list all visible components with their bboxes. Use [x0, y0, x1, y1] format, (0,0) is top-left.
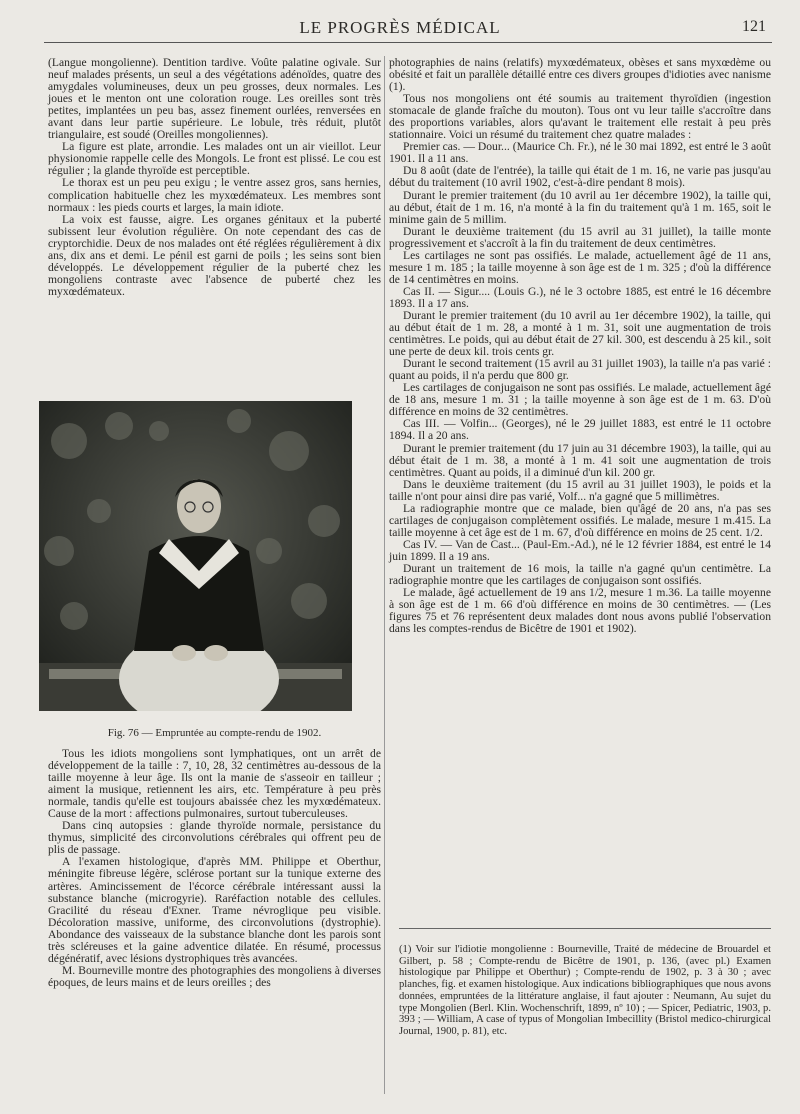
paragraph: Le thorax est un peu peu exigu ; le ventre assez gros, sans hernies, complication habituelle chez les myxœdémateux. Les membres sont normaux : les pieds courts et larges, la main idiote.	[48, 176, 381, 214]
column-divider	[384, 56, 385, 1094]
paragraph: Durant le deuxième traitement (du 15 avril au 31 juillet), la taille monte progressivement et s'accroît à la fin du traitement de deux centimètres.	[389, 224, 771, 250]
paragraph: Durant le second traitement (15 avril au 31 juillet 1903), la taille n'a pas varié : quant au poids, il n'a perdu que 800 gr.	[389, 357, 771, 383]
paragraph: Du 8 août (date de l'entrée), la taille qui était de 1 m. 16, ne varie pas jusqu'au début du traitement (10 avril 1902, c'est-à-dire pendant 8 mois).	[389, 164, 771, 190]
case-heading: Cas III. — Volfin... (Georges), né le 29 juillet 1883, est entré le 11 octobre 1894. Il a 20 ans.	[389, 417, 771, 443]
right-column	[389, 57, 771, 635]
page-number: 121	[742, 18, 766, 35]
case-heading: Cas IV. — Van de Cast... (Paul-Em.-Ad.), né le 12 février 1884, est entré le 14 juin 1899. Il a 19 ans.	[389, 537, 771, 563]
paragraph: Dans cinq autopsies : glande thyroïde normale, persistance du thymus, simplicité des circonvolutions cérébrales qui offrent peu de plis de passage.	[48, 819, 381, 857]
paragraph: La figure est plate, arrondie. Les malades ont un air vieillot. Leur physionomie rappelle celle des Mongols. Le front est plissé. Le cou est régulier ; la glande thyroïde est perceptible.	[48, 140, 381, 178]
paragraph: Tous les idiots mongoliens sont lymphatiques, ont un arrêt de développement de la taille : 7, 10, 28, 32 centimètres au-dessous de la taille moyenne à leur âge. Ils ont la manie de s'asseoir en tailleur ; aiment la musique, retiennent les airs, etc. Température à peu près normale, tandis qu'elle est toujours abaissée chez les myxœdémateux. Cause de la mort : affections pulmonaires, surtout tuberculeuses.	[48, 747, 381, 821]
paragraph: Durant le premier traitement (du 10 avril au 1er décembre 1902), la taille qui, au début, était de 1 m. 16, n'a monté à la fin du traitement qu'à 1 m. 165, soit le minime gain de 5 millim.	[389, 188, 771, 226]
left-column-bottom	[48, 748, 381, 989]
paragraph: Dans le deuxième traitement (du 15 avril au 31 juillet 1903), le poids et la taille n'ont pour ainsi dire pas varié, Volf... n'a gagné que 5 millimètres.	[389, 477, 771, 503]
figure-caption: Fig. 76 — Empruntée au compte-rendu de 1902.	[107, 727, 322, 739]
paragraph: La radiographie montre que ce malade, bien qu'âgé de 20 ans, n'a pas ses cartilages de conjugaison complètement ossifiés. Le malade, mesure 1 m.415. La taille moyenne à cet âge est de 1 m. 67, d'où différence en moins de 25 cent. 1/2.	[389, 501, 771, 539]
case-heading: Cas II. — Sigur.... (Louis G.), né le 3 octobre 1885, est entré le 16 décembre 1893. Il a 17 ans.	[389, 284, 771, 310]
paragraph: Les cartilages ne sont pas ossifiés. Le malade, actuellement âgé de 11 ans, mesure 1 m. 185 ; la taille moyenne à son âge est de 1 m. 325 ; d'où la différence de 14 centimètres en moins.	[389, 248, 771, 286]
paragraph: Durant un traitement de 16 mois, la taille n'a gagné qu'un centimètre. La radiographie montre que les cartilages de conjugaison sont ossifiés.	[389, 561, 771, 588]
running-header	[0, 18, 800, 44]
footnote-rule	[399, 928, 771, 929]
paragraph: Durant le premier traitement (du 10 avril au 1er décembre 1902), la taille, qui au début était de 1 m. 28, a monté à 1 m. 31, soit une augmentation de trois centimètres. Le poids, qui au début était de 27 kil. 300, est descendu à 25 kil., soit une perte de deux kil. trois cents gr.	[389, 308, 771, 359]
left-column-top	[48, 57, 381, 298]
paragraph: M. Bourneville montre des photographies des mongoliens à diverses époques, de leurs mains et de leurs oreilles ; des	[48, 963, 381, 989]
paragraph: photographies de nains (relatifs) myxœdémateux, obèses et sans myxœdème ou obésité et fait un parallèle détaillé entre ces divers groupes d'idioties avec nanisme (1).	[389, 56, 771, 94]
paragraph: Tous nos mongoliens ont été soumis au traitement thyroïdien (ingestion stomacale de glande fraîche du mouton). Tous ont vu leur taille s'accroître dans des proportions variables, alors qu'avant le traitement elle restait à peu près stationnaire. Voici un résumé du traitement chez quatre malades :	[389, 92, 771, 142]
paragraph: (Langue mongolienne). Dentition tardive. Voûte palatine ogivale. Sur neuf malades présents, un seul a des végétations adénoïdes, quatre des amygdales volumineuses, deux un peu grosses, deux normales. Les joues et le menton ont une coloration rouge. Les oreilles sont très petites, implantées un peu bas, assez finement ourlées, renversées en avant dans leur partie supérieure. Le lobule, très réduit, plutôt triangulaire, est soudé (Oreilles mongoliennes).	[48, 56, 381, 142]
footnote: (1) Voir sur l'idiotie mongolienne : Bourneville, Traité de médecine de Brouardel et Gilbert, p. 58 ; Compte-rendu de Bicêtre de 1901, p. 136, (avec pl.) Examen histologique par Philippe et Oberthur) ; Compte-rendu de 1902, p. 3 à 30 ; avec planches, fig. et examen histologique. Aux indications bibliographiques que nous avons données, empruntées de la littérature anglaise, il faut ajouter : Neumann, Au sujet du type Mongolien (Berl. Klin. Wochenschrift, 1899, nº 10) ; — Spicer, Pediatric, 1903, p. 393 ; — William, A case of typus of Mongolian Imbecillity (Bristol medico-chirurgical Journal, 1900, p. 81), etc.	[399, 944, 771, 1037]
paragraph: Le malade, âgé actuellement de 19 ans 1/2, mesure 1 m.36. La taille moyenne à son âge est de 1 m. 66 d'où différence en moins de 30 centimètres. — (Les figures 75 et 76 représentent deux malades dont nous avons publié l'observation dans les comptes-rendus de Bicêtre de 1901 et 1902).	[389, 586, 771, 636]
header-rule	[44, 42, 772, 43]
case-heading: Premier cas. — Dour... (Maurice Ch. Fr.), né le 30 mai 1892, est entré le 3 août 1901. Il a 11 ans.	[389, 140, 771, 166]
paragraph: La voix est fausse, aigre. Les organes génitaux et la puberté subissent leur évolution régulière. On note cependant des cas de cryptorchidie. Deux de nos malades ont été réglées régulièrement à dix ans, dix ans et demi. Le pénil est garni de poils ; les seins sont bien développés. Le développement régulier de la puberté chez les mongoliens contraste avec l'absence de puberté chez les myxœdémateux.	[48, 212, 381, 298]
journal-title: LE PROGRÈS MÉDICAL	[299, 18, 501, 37]
patient-photograph	[39, 401, 352, 711]
paragraph: Durant le premier traitement (du 17 juin au 31 décembre 1903), la taille, qui au début était de 1 m. 38, a monté à 1 m. 41 soit une augmentation de trois centimètres. Quant au poids, il a diminué d'un kil. 200 gr.	[389, 441, 771, 479]
paragraph: A l'examen histologique, d'après MM. Philippe et Oberthur, méningite fibreuse légère, sclérose portant sur la tunique externe des artères. Amincissement de l'écorce cérébrale intéressant aussi la substance blanche (microgyrie). Raréfaction notable des cellules. Gracilité du réseau d'Exner. Trame névroglique peu visible. Décoloration massive, uniforme, des circonvolutions (dystrophie). Abondance des vaisseaux de la substance blanche dont les parois sont très scléreuses et la gaine adventice dilatée. En résumé, processus dégénératif, avec lésions dystrophiques très avancées.	[48, 855, 381, 965]
paragraph: Les cartilages de conjugaison ne sont pas ossifiés. Le malade, actuellement âgé de 18 ans, mesure 1 m. 31 ; la taille moyenne à son âge est de 1 m. 63. D'où différence en moins de 32 centimètres.	[389, 381, 771, 419]
